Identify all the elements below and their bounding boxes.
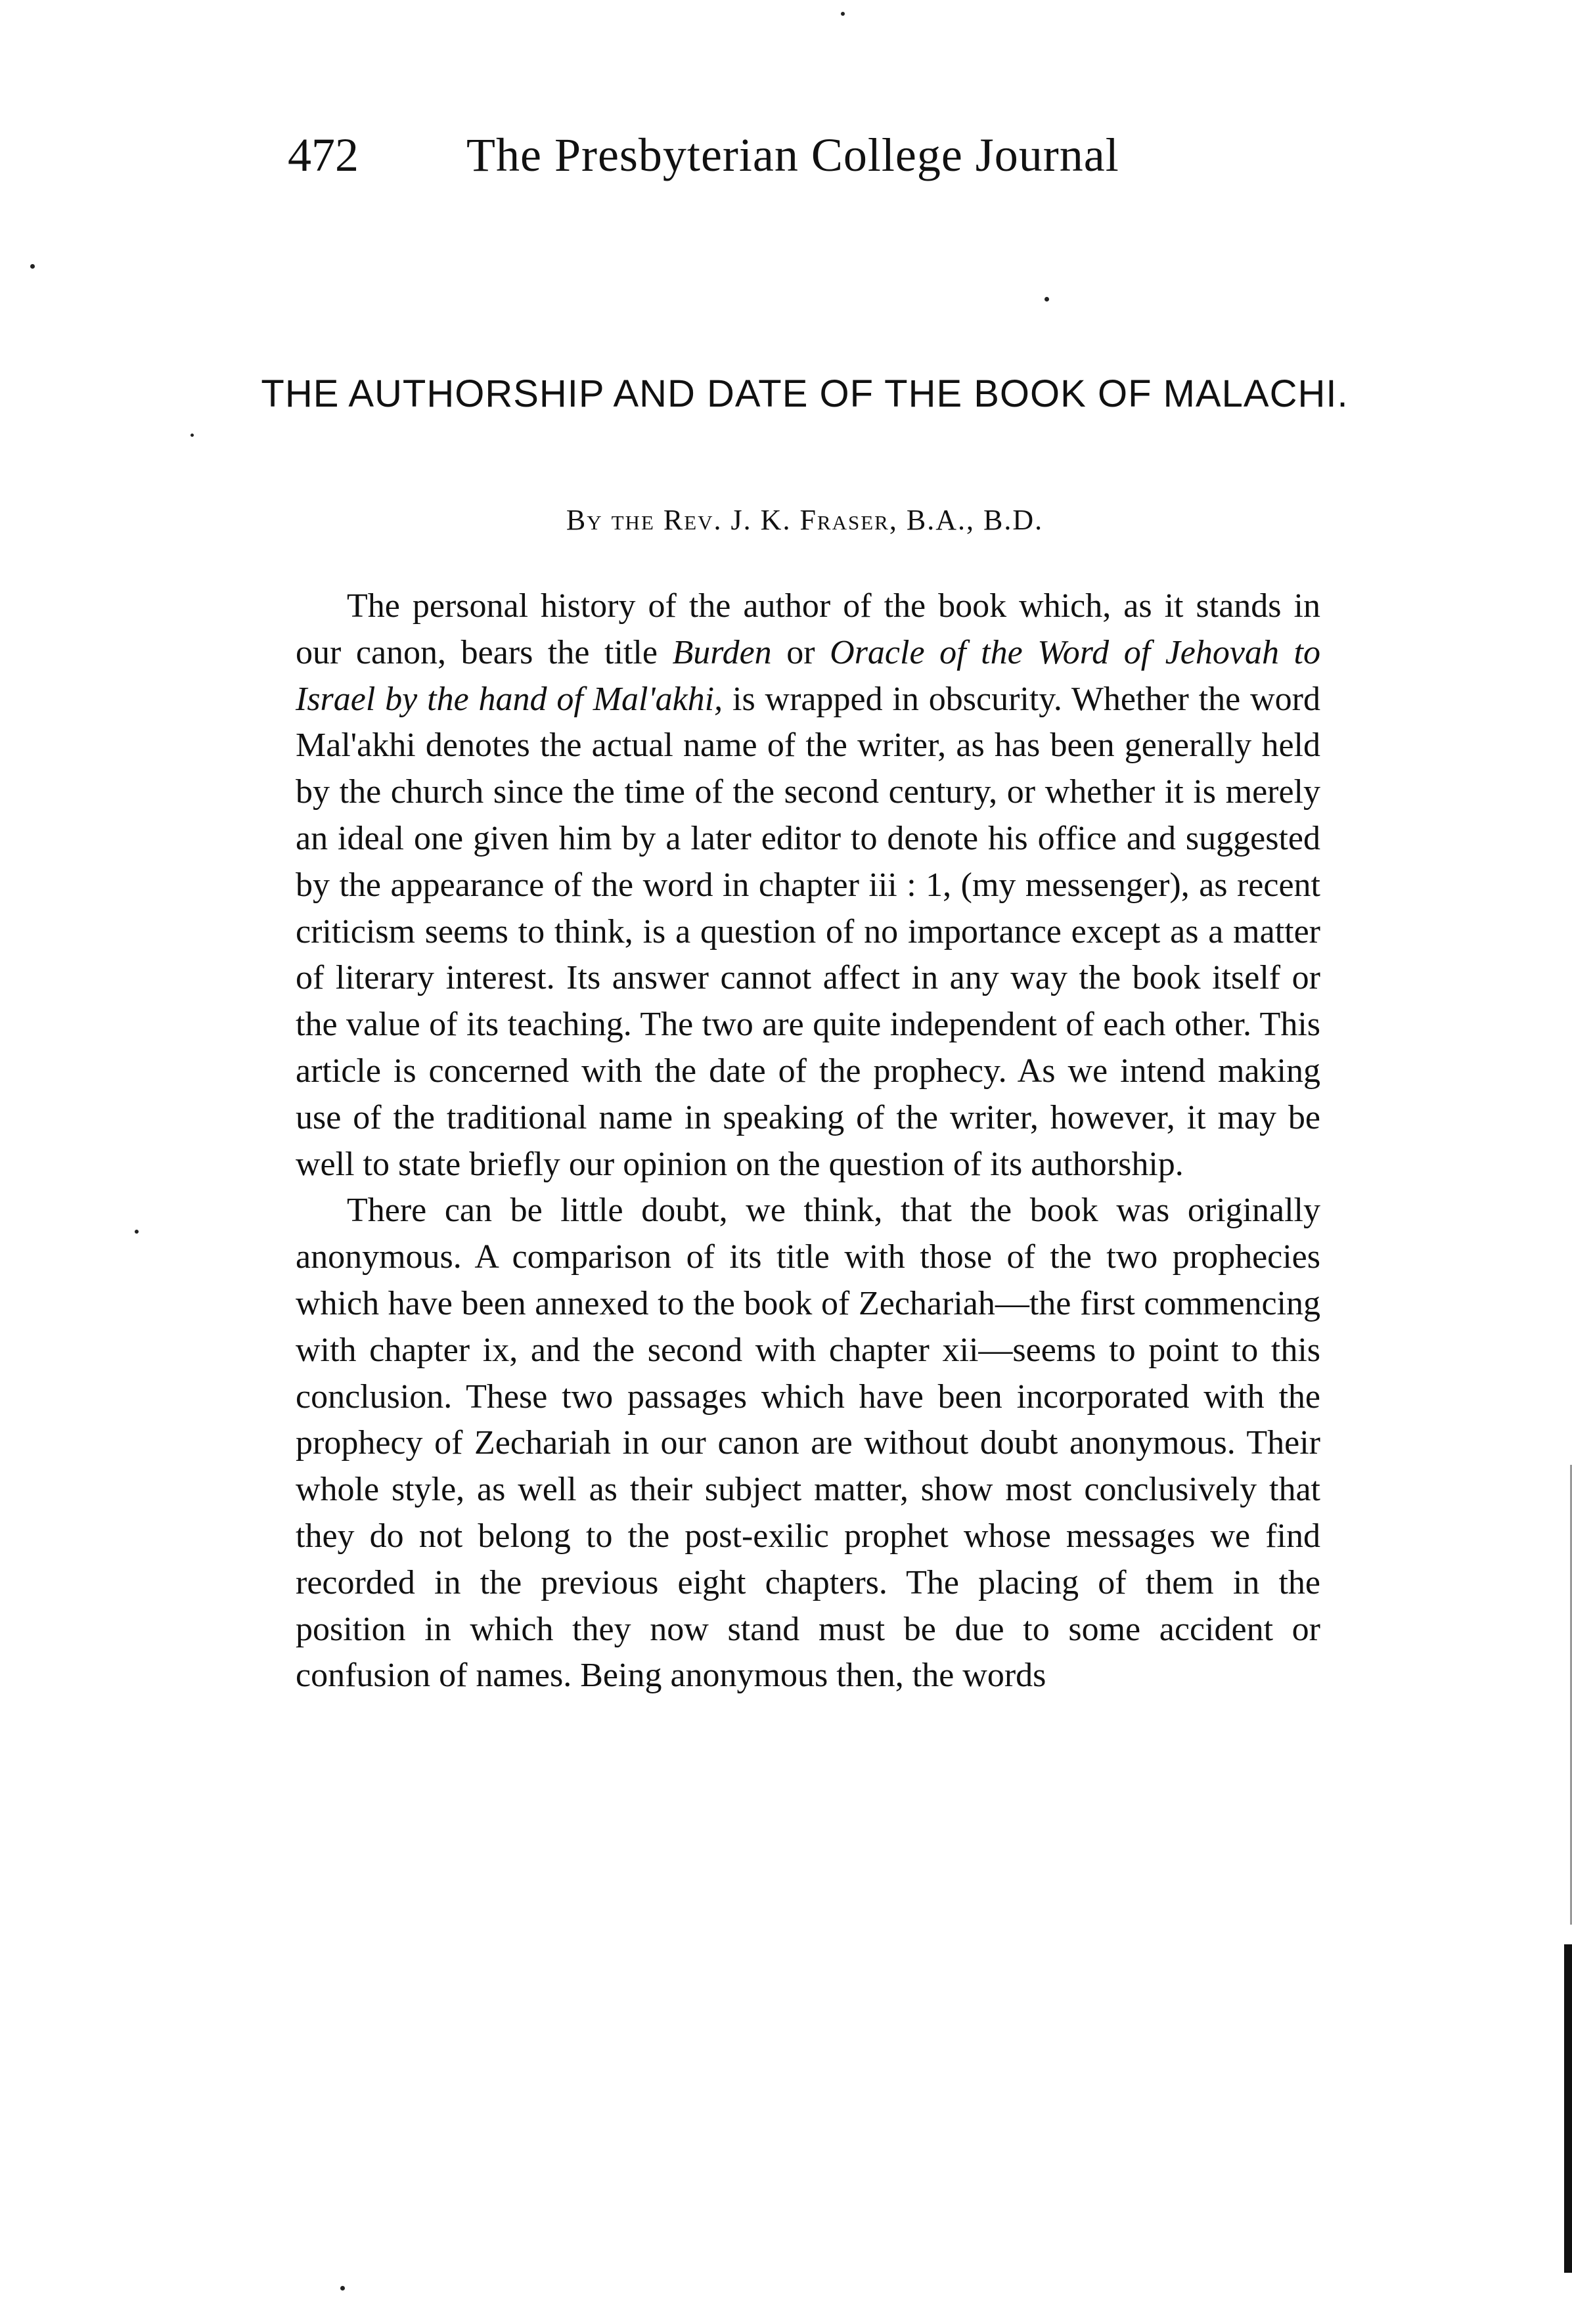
paragraph-2: There can be little doubt, we think, that the book was originally anonymous. A comparison of its title with those of the two prophecies which have been annexed to the book of Zechariah—the first commencing with chapter ix, and the second with chapter xii—seems to point to this conclusion. These two passages which have been incorporated with the prophecy of Zechariah in our canon are without doubt anonymous. Their whole style, as well as their subject matter, show most conclusively that they do not belong to the post-exilic prophet whose messages we find recorded in the previous eight chapters. The placing of them in the position in which they now stand must be due to some accident or confusion of names. Being anonymous then, the words [296, 1192, 1320, 1695]
article-body [296, 583, 1320, 1699]
article-byline: By the Rev. J. K. Fraser, B.A., B.D. [566, 504, 1044, 536]
p1-italic-burden: Burden [672, 633, 772, 671]
running-title: The Presbyterian College Journal [466, 129, 1119, 181]
scan-speck [135, 1230, 139, 1234]
scan-speck [1044, 297, 1049, 302]
p1-text-a: The personal history of the author of the book which, as it stands in our canon, bears the title [296, 587, 1320, 671]
scan-speck [841, 12, 845, 16]
paragraph-1 [296, 583, 1320, 1188]
p1-italic-oracle: Oracle of the Word of Jehovah to Israel by the hand of Mal'akhi, [296, 633, 1320, 718]
p1-text-c: or [771, 633, 830, 671]
scan-speck [191, 434, 194, 437]
p1-text-e: is wrapped in obscurity. Whether the word Mal'akhi denotes the actual name of the writer, as has been generally held by the church since the time of the second century, or whether it is merely an ideal one given him by a later editor to denote his office and suggested by the appearance of the word in chapter iii : 1, (my messenger), as recent criticism seems to think, is a question of no importance except as a matter of literary interest. Its answer cannot affect in any way the book itself or the value of its teaching. The two are quite independent of each other. This article is concerned with the date of the prophecy. As we intend making use of the traditional name in speaking of the writer, however, it may be well to state briefly our opinion on the question of its authorship. [296, 680, 1320, 1183]
scan-speck [30, 264, 35, 269]
scan-edge-bar [1564, 1944, 1572, 2273]
page-number: 472 [288, 129, 359, 181]
article-title: THE AUTHORSHIP AND DATE OF THE BOOK OF MALACHI. [261, 372, 1349, 415]
scan-speck [340, 2286, 345, 2290]
